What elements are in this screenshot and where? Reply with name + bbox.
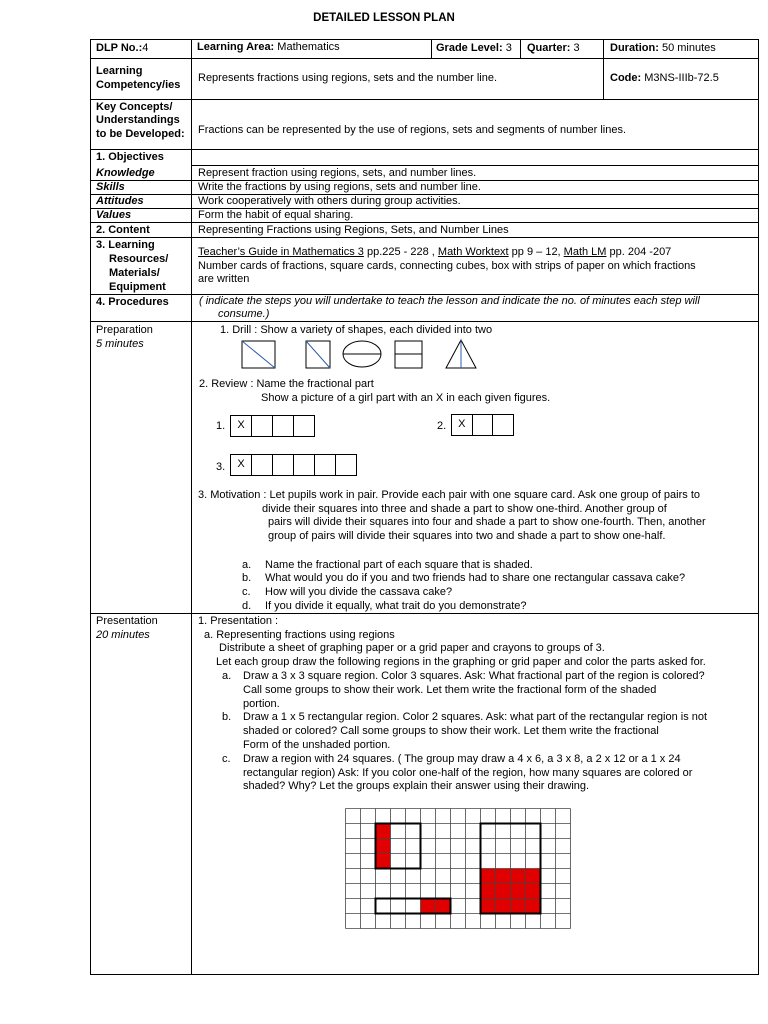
item-a-line-3: portion. (243, 698, 280, 710)
row-divider (90, 149, 759, 150)
presentation-time: 20 minutes (96, 629, 150, 641)
header-divider (520, 39, 521, 58)
shaded-square (436, 899, 451, 914)
motivation-line-2: divide their squares into three and shade a part to show one-third. Another group of (262, 503, 667, 515)
key-concepts-label-3: to be Developed: (96, 128, 185, 140)
row-divider (90, 237, 759, 238)
table-border-top (90, 39, 759, 40)
procedures-label: 4. Procedures (96, 296, 169, 308)
resources-label-1: 3. Learning (96, 239, 155, 251)
shaded-square (496, 899, 511, 914)
figure-1-strip (230, 415, 315, 437)
key-concepts-label-1: Key Concepts/ (96, 101, 173, 113)
x-mark: X (237, 458, 245, 470)
quarter: Quarter: 3 (527, 42, 580, 54)
shaded-square (511, 884, 526, 899)
question-c-letter: c. (242, 586, 251, 598)
question-a-text: Name the fractional part of each square that is shaded. (265, 559, 533, 571)
figure-3-number: 3. (216, 461, 226, 473)
table-border-bottom (90, 974, 759, 975)
presentation-label: Presentation (96, 615, 158, 627)
motivation-line-1: 3. Motivation : Let pupils work in pair. Provide each pair with one square card. Ask one group of pairs to (198, 489, 700, 501)
content-text: Representing Fractions using Regions, Sets, and Number Lines (198, 224, 509, 236)
question-a-letter: a. (242, 559, 252, 571)
procedures-note-2: consume.) (218, 308, 270, 320)
competency-code: Code: M3NS-IIIb-72.5 (610, 72, 719, 84)
row-divider (90, 99, 759, 100)
figure-2-strip (451, 414, 514, 436)
learning-area: Learning Area: Mathematics (197, 41, 340, 53)
document-title: DETAILED LESSON PLAN (313, 12, 455, 24)
competency-label-1: Learning (96, 65, 143, 77)
skills-text: Write the fractions by using regions, sets and number line. (198, 181, 481, 193)
resources-label-2: Resources/ (109, 253, 169, 265)
row-divider (90, 58, 759, 59)
shaded-square (526, 869, 541, 884)
objectives-label: 1. Objectives (96, 151, 164, 163)
competency-text: Represents fractions using regions, sets and the number line. (198, 72, 497, 84)
item-c-line-1: Draw a region with 24 squares. ( The group may draw a 4 x 6, a 3 x 8, a 2 x 12 or a 1 x 24 (243, 753, 681, 765)
resources-label-4: Equipment (109, 281, 166, 293)
motivation-line-4: group of pairs will divide their squares into two and shade a part to show one-half. (268, 530, 666, 542)
shaded-square (376, 839, 391, 854)
drill-text: 1. Drill : Show a variety of shapes, each divided into two (220, 324, 493, 336)
preparation-time: 5 minutes (96, 338, 144, 350)
x-mark: X (458, 418, 466, 430)
item-a-letter: a. (222, 670, 232, 682)
shaded-square (376, 854, 391, 869)
review-text-2: Show a picture of a girl part with an X in each given figures. (261, 392, 551, 404)
math-lm-link: Math LM (563, 246, 607, 258)
skills-label: Skills (96, 181, 125, 193)
question-c-text: How will you divide the cassava cake? (265, 586, 453, 598)
duration: Duration: 50 minutes (610, 42, 716, 54)
question-d-text: If you divide it equally, what trait do you demonstrate? (265, 600, 527, 612)
header-divider (431, 39, 432, 58)
figure-2-number: 2. (437, 420, 447, 432)
attitudes-label: Attitudes (96, 195, 144, 207)
row-divider (90, 208, 759, 209)
row-divider (191, 165, 759, 166)
item-c-letter: c. (222, 753, 231, 765)
shaded-square (421, 899, 436, 914)
item-b-line-2: shaded or colored? Call some groups to show their work. Let them write the fractional (243, 725, 659, 737)
procedures-note-1: ( indicate the steps you will undertake to teach the lesson and indicate the no. of minutes each step will (199, 295, 700, 307)
key-concepts-label-2: Understandings (96, 114, 180, 126)
item-b-line-3: Form of the unshaded portion. (243, 739, 391, 751)
figure-1-number: 1. (216, 420, 226, 432)
distribute-text: Distribute a sheet of graphing paper or a grid paper and crayons to groups of 3. (219, 642, 605, 654)
shaded-square (376, 824, 391, 839)
resources-label-3: Materials/ (109, 267, 160, 279)
row-divider (90, 613, 759, 614)
figure-3-strip (230, 454, 357, 476)
grade-level: Grade Level: 3 (436, 42, 512, 54)
item-c-line-2: rectangular region) Ask: If you color one-half of the region, how many squares are colored or (243, 767, 693, 779)
shaded-square (496, 869, 511, 884)
values-text: Form the habit of equal sharing. (198, 209, 354, 221)
motivation-line-3: pairs will divide their squares into four and shade a part to show one-fourth. Then, another (268, 516, 706, 528)
dlp-number: DLP No.:4 (96, 42, 149, 54)
values-label: Values (96, 209, 132, 221)
teachers-guide-link: Teacher’s Guide in Mathematics 3 (198, 246, 364, 258)
shaded-square (511, 869, 526, 884)
resources-materials-1: Number cards of fractions, square cards, connecting cubes, box with strips of paper on which fractions (198, 260, 696, 272)
resources-references: Teacher’s Guide in Mathematics 3 pp.225 - 228 , Math Worktext pp 9 – 12, Math LM pp. 204 -207 (198, 246, 672, 258)
row-divider (90, 222, 759, 223)
item-c-line-3: shaded? Why? Let the groups explain their answer using their drawing. (243, 780, 590, 792)
review-text-1: 2. Review : Name the fractional part (199, 378, 374, 390)
item-b-line-1: Draw a 1 x 5 rectangular region. Color 2 squares. Ask: what part of the rectangular region is not (243, 711, 708, 723)
item-a-line-2: Call some groups to show their work. Let them write the fractional form of the shaded (243, 684, 657, 696)
shaded-square (526, 884, 541, 899)
shaded-square (481, 884, 496, 899)
shaded-square (511, 899, 526, 914)
presentation-heading: 1. Presentation : (198, 615, 279, 627)
item-a-line-1: Draw a 3 x 3 square region. Color 3 squares. Ask: What fractional part of the region is colored? (243, 670, 705, 682)
shaded-square (481, 899, 496, 914)
row-divider (90, 321, 759, 322)
drill-shapes (236, 336, 481, 372)
math-worktext-link: Math Worktext (437, 246, 509, 258)
regions-heading: a. Representing fractions using regions (204, 629, 395, 641)
resources-materials-2: are written (198, 273, 250, 285)
instruction-text: Let each group draw the following regions in the graphing or grid paper and color the parts asked for. (216, 656, 706, 668)
header-divider (603, 39, 604, 99)
preparation-label: Preparation (96, 324, 153, 336)
knowledge-text: Represent fraction using regions, sets, and number lines. (198, 167, 477, 179)
graph-paper-grid (345, 808, 577, 931)
question-d-letter: d. (242, 600, 252, 612)
key-concepts-text: Fractions can be represented by the use of regions, sets and segments of number lines. (198, 124, 627, 136)
attitudes-text: Work cooperatively with others during group activities. (198, 195, 461, 207)
question-b-letter: b. (242, 572, 252, 584)
x-mark: X (237, 419, 245, 431)
shaded-square (526, 899, 541, 914)
knowledge-label: Knowledge (96, 167, 155, 179)
question-b-text: What would you do if you and two friends had to share one rectangular cassava cake? (265, 572, 686, 584)
shaded-square (481, 869, 496, 884)
content-label: 2. Content (96, 224, 150, 236)
item-b-letter: b. (222, 711, 232, 723)
shaded-square (496, 884, 511, 899)
competency-label-2: Competency/ies (96, 79, 181, 91)
